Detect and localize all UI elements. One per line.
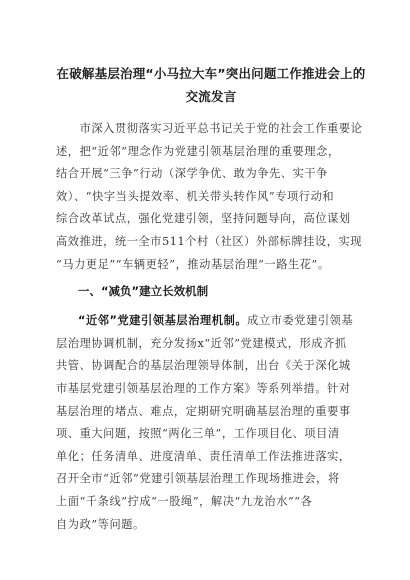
section-1-line: 基层治理的堵点、难点，定期研究明确基层治理的重要事 — [56, 404, 351, 418]
section-1-line: 层治理协调机制，充分发扬x“近邻”党建模式，形成齐抓 — [56, 336, 347, 350]
section-1-line: 自为政”等问题。 — [56, 517, 145, 531]
intro-line: 高效推进，统一全市511个村（社区）外部标牌挂设，实现 — [56, 234, 363, 248]
section-1-lead: “近邻”党建引领基层治理机制。 — [78, 314, 248, 328]
section-1-line: 召开全市“近邻”党建引领基层治理工作现场推进会，将 — [56, 472, 340, 486]
section-1-line: 单化；任务清单、进度清单、责任清单工作法推进落实， — [56, 449, 351, 463]
intro-line: “马力更足”“车辆更轻”，推动基层治理“一路生花”。 — [56, 257, 330, 271]
section-1-first-rest: 成立市委党建引领基 — [247, 314, 354, 328]
intro-paragraph — [56, 118, 366, 276]
section-1-line: 上面“千条线”拧成“一股绳”，解决“九龙治水”“各 — [56, 494, 313, 508]
title-line-2: 交流发言 — [185, 89, 237, 104]
title-line-1: 在破解基层治理“小马拉大车”突出问题工作推进会上的 — [56, 66, 366, 81]
section-1-paragraph — [56, 310, 366, 536]
section-1-line: 共管、协调配合的基层治理领导体制，出台《关于深化城 — [56, 359, 351, 373]
section-1-line: 项、重大问题，按照“两化三单”，工作项目化、项目清 — [56, 427, 340, 441]
intro-line: 效）、“快字当头提效率、机关带头转作风”专项行动和 — [56, 189, 335, 203]
document-title — [56, 62, 366, 108]
intro-line: 市深入贯彻落实习近平总书记关于党的社会工作重要论 — [56, 122, 363, 135]
intro-line: 结合开展“三争”行动（深学争优、敢为争先、实干争 — [56, 167, 328, 181]
intro-line: 综合改革试点，强化党建引领，坚持问题导向，高位谋划 — [56, 212, 351, 226]
section-1-line: 市基层党建引领基层治理的工作方案》等系列举措。针对 — [56, 381, 351, 395]
section-1-first-line — [56, 310, 366, 333]
section-1-heading: 一、“减负”建立长效机制 — [78, 284, 209, 299]
intro-line: 述，把“近邻”理念作为党建引领基层治理的重要理念， — [56, 144, 340, 158]
